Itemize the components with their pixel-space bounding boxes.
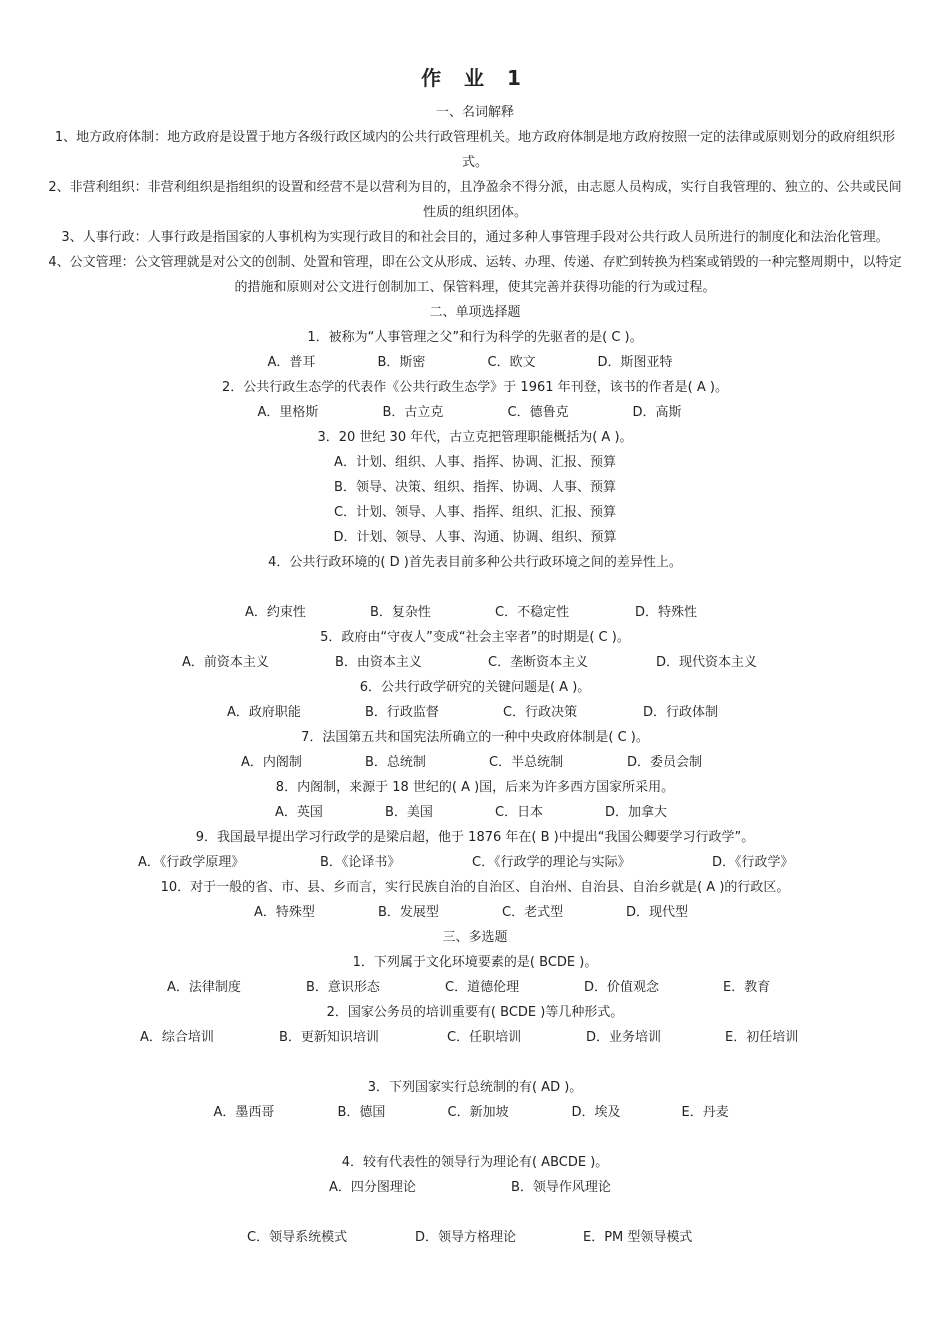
option: C．垄断资本主义 bbox=[488, 655, 589, 670]
option: B．德国 bbox=[337, 1105, 386, 1120]
option: A．墨西哥 bbox=[213, 1105, 275, 1120]
question-text: 9．我国最早提出学习行政学的是梁启超，他于 1876 年在( B )中提出“我国公卿要学习行政学”。 bbox=[195, 830, 755, 845]
option: D．现代资本主义 bbox=[656, 655, 758, 670]
option-row bbox=[0, 350, 950, 375]
option: D．埃及 bbox=[571, 1105, 621, 1120]
question-text: 1．下列属于文化环境要素的是( BCDE )。 bbox=[352, 955, 598, 970]
option: C．道德伦理 bbox=[445, 980, 520, 995]
option: B．由资本主义 bbox=[335, 655, 422, 670]
question-text: 2．公共行政生态学的代表作《公共行政生态学》于 1961 年刊登，该书的作者是( A )。 bbox=[222, 380, 728, 395]
option: B．意识形态 bbox=[306, 980, 380, 995]
option: A．计划、组织、人事、指挥、协调、汇报、预算 bbox=[334, 455, 616, 470]
question-text: 3．下列国家实行总统制的有( AD )。 bbox=[367, 1080, 583, 1095]
option: C．半总统制 bbox=[489, 755, 564, 770]
section-heading-terms: 一、名词解释 bbox=[435, 105, 514, 120]
option-row bbox=[0, 700, 950, 725]
option-row bbox=[0, 600, 950, 625]
option: E．教育 bbox=[723, 980, 771, 995]
option-row bbox=[0, 750, 950, 775]
option: C．《行政学的理论与实际》 bbox=[472, 855, 631, 870]
option: D．斯图亚特 bbox=[597, 355, 673, 370]
option: A．前资本主义 bbox=[182, 655, 269, 670]
option: B．发展型 bbox=[378, 905, 439, 920]
definition-1: 1、地方政府体制：地方政府是设置于地方各级行政区域内的公共行政管理机关。地方政府体制是地方政府按照一定的法律或原则划分的政府组织形式。 bbox=[54, 130, 896, 170]
definition-4: 4、公文管理：公文管理就是对公文的创制、处置和管理，即在公文从形成、运转、办理、传递、存贮到转换为档案或销毁的一种完整周期中，以特定的措施和原则对公文进行创制加工、保管料理，使其完善并获得功能的行为或过程。 bbox=[48, 255, 902, 295]
option: D．特殊性 bbox=[635, 605, 698, 620]
option: B．领导、决策、组织、指挥、协调、人事、预算 bbox=[334, 480, 616, 495]
option: D．《行政学》 bbox=[712, 855, 794, 870]
option: B．《论译书》 bbox=[320, 855, 401, 870]
option: B．行政监督 bbox=[365, 705, 439, 720]
option: C．日本 bbox=[495, 805, 544, 820]
option-row bbox=[0, 1225, 950, 1250]
option: C．新加坡 bbox=[447, 1105, 509, 1120]
option-row bbox=[0, 1175, 950, 1200]
option: C．任职培训 bbox=[447, 1030, 522, 1045]
option: A．四分图理论 bbox=[329, 1180, 416, 1195]
option: B．斯密 bbox=[377, 355, 426, 370]
option: A．《行政学原理》 bbox=[138, 855, 245, 870]
question-text: 1．被称为“人事管理之父”和行为科学的先驱者的是( C )。 bbox=[307, 330, 643, 345]
option: E．初任培训 bbox=[725, 1030, 799, 1045]
option: E．丹麦 bbox=[681, 1105, 729, 1120]
option: B．美国 bbox=[385, 805, 433, 820]
option: D．计划、领导、人事、沟通、协调、组织、预算 bbox=[333, 530, 617, 545]
option: B．领导作风理论 bbox=[511, 1180, 611, 1195]
option-row bbox=[0, 850, 950, 875]
question-text: 5．政府由“守夜人”变成“社会主宰者”的时期是( C )。 bbox=[320, 630, 630, 645]
option: D．业务培训 bbox=[586, 1030, 662, 1045]
option: A．内阁制 bbox=[241, 755, 302, 770]
option: A．里格斯 bbox=[257, 405, 319, 420]
option: C．领导系统模式 bbox=[247, 1230, 348, 1245]
question-text: 7．法国第五共和国宪法所确立的一种中央政府体制是( C )。 bbox=[301, 730, 649, 745]
option: D．领导方格理论 bbox=[415, 1230, 517, 1245]
option: E．PM 型领导模式 bbox=[583, 1230, 693, 1245]
question-text: 4．公共行政环境的( D )首先表目前多种公共行政环境之间的差异性上。 bbox=[268, 555, 682, 570]
option-row bbox=[0, 900, 950, 925]
question-text: 8．内阁制，来源于 18 世纪的( A )国，后来为许多西方国家所采用。 bbox=[275, 780, 675, 795]
option: C．老式型 bbox=[502, 905, 564, 920]
option: B．复杂性 bbox=[370, 605, 431, 620]
option-row bbox=[0, 650, 950, 675]
question-text: 6．公共行政学研究的关键问题是( A )。 bbox=[359, 680, 591, 695]
option: D．现代型 bbox=[626, 905, 689, 920]
option-row bbox=[0, 1025, 950, 1050]
option: D．委员会制 bbox=[627, 755, 703, 770]
option: C．不稳定性 bbox=[495, 605, 570, 620]
question-text: 3．20 世纪 30 年代，古立克把管理职能概括为( A )。 bbox=[317, 430, 633, 445]
section-heading-multi-choice: 三、多选题 bbox=[442, 930, 508, 945]
option-row bbox=[0, 1100, 950, 1125]
option: A．综合培训 bbox=[140, 1030, 214, 1045]
option: C．德鲁克 bbox=[507, 405, 569, 420]
option: D．价值观念 bbox=[584, 980, 660, 995]
option: A．普耳 bbox=[267, 355, 316, 370]
option: D．高斯 bbox=[632, 405, 682, 420]
option: A．约束性 bbox=[245, 605, 306, 620]
question-text: 4．较有代表性的领导行为理论有( ABCDE )。 bbox=[341, 1155, 609, 1170]
option-row bbox=[0, 400, 950, 425]
option: A．英国 bbox=[275, 805, 323, 820]
option: A．法律制度 bbox=[167, 980, 241, 995]
section-heading-single-choice: 二、单项选择题 bbox=[429, 305, 521, 320]
option: B．古立克 bbox=[382, 405, 444, 420]
option: B．更新知识培训 bbox=[279, 1030, 379, 1045]
option-row bbox=[0, 975, 950, 1000]
option: B．总统制 bbox=[365, 755, 426, 770]
definition-2: 2、非营利组织：非营利组织是指组织的设置和经营不是以营利为目的，且净盈余不得分派，由志愿人员构成，实行自我管理的、独立的、公共或民间性质的组织团体。 bbox=[48, 180, 902, 220]
option: A．特殊型 bbox=[254, 905, 315, 920]
option: A．政府职能 bbox=[227, 705, 301, 720]
question-text: 10．对于一般的省、市、县、乡而言，实行民族自治的自治区、自治州、自治县、自治乡就是( A )的行政区。 bbox=[160, 880, 790, 895]
page-title: 作 业 1 bbox=[421, 66, 529, 90]
definition-3: 3、人事行政：人事行政是指国家的人事机构为实现行政目的和社会目的，通过多种人事管理手段对公共行政人员所进行的制度化和法治化管理。 bbox=[61, 230, 889, 245]
option: C．计划、领导、人事、指挥、组织、汇报、预算 bbox=[333, 505, 617, 520]
option: D．加拿大 bbox=[605, 805, 668, 820]
option: D．行政体制 bbox=[643, 705, 719, 720]
option: C．行政决策 bbox=[503, 705, 578, 720]
option-row bbox=[0, 800, 950, 825]
question-text: 2．国家公务员的培训重要有( BCDE )等几种形式。 bbox=[326, 1005, 624, 1020]
option: C．欧文 bbox=[487, 355, 536, 370]
